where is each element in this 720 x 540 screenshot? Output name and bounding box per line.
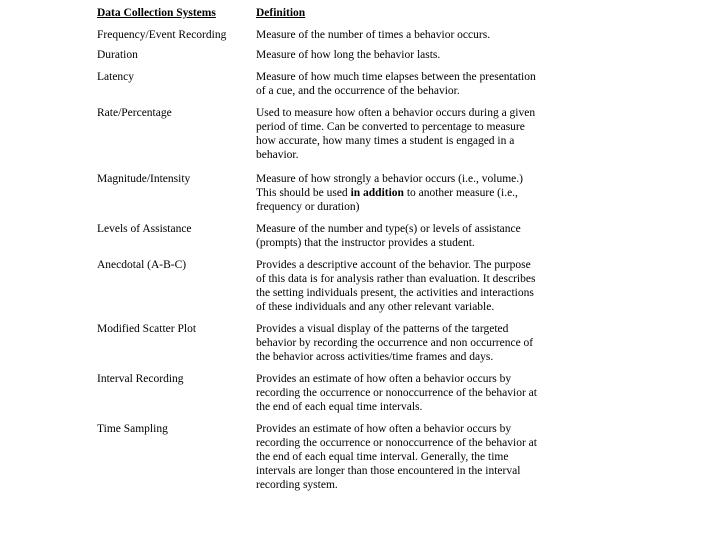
row-term: Duration	[97, 49, 138, 61]
row-term: Magnitude/Intensity	[97, 173, 191, 185]
row-definition: Provides a visual display of the patterns of the targeted behavior by recording the occurrence and non occurrence of the behavior across activities/time frames and days.	[256, 323, 534, 363]
row-definition: Measure of the number and type(s) or levels of assistance (prompts) that the instructor provides a student.	[256, 223, 521, 249]
row-definition: Measure of how much time elapses between the presentation of a cue, and the occurrence of the behavior.	[256, 71, 536, 97]
definition-text: to another measure (i.e., frequency or duration)	[256, 187, 518, 213]
row-definition: Provides an estimate of how often a behavior occurs by recording the occurrence or nonoccurrence of the behavior at the end of each equal time intervals.	[256, 373, 537, 413]
row-definition: Provides an estimate of how often a behavior occurs by recording the occurrence or nonoccurrence of the behavior at the end of each equal time interval. Generally, the time intervals are longer than those encountered in the interval recording system.	[256, 423, 537, 491]
definition-bold-text: in addition	[350, 187, 404, 199]
row-definition: Measure of how long the behavior lasts.	[256, 49, 441, 61]
row-definition: Measure of the number of times a behavior occurs.	[256, 29, 491, 41]
row-term: Frequency/Event Recording	[97, 29, 227, 41]
row-term: Rate/Percentage	[97, 107, 172, 119]
row-definition: Provides a descriptive account of the behavior. The purpose of this data is for analysis rather than evaluation. It describes the setting individuals present, the activities and interactions of these individuals and any other relevant variable.	[256, 259, 536, 313]
row-term: Time Sampling	[97, 423, 168, 435]
row-term: Interval Recording	[97, 373, 184, 385]
definition-text: Measure of how strongly a behavior occurs (i.e., volume.) This should be used	[256, 173, 523, 199]
row-definition: Used to measure how often a behavior occurs during a given period of time. Can be converted to percentage to measure how accurate, how many times a student is engaged in a behavior.	[256, 107, 536, 161]
row-term: Latency	[97, 71, 135, 83]
row-term: Levels of Assistance	[97, 223, 192, 235]
row-definition	[256, 172, 556, 214]
header-data-collection-systems: Data Collection Systems	[97, 7, 216, 19]
row-term: Anecdotal (A-B-C)	[97, 259, 187, 271]
row-term: Modified Scatter Plot	[97, 323, 197, 335]
header-definition: Definition	[256, 7, 306, 19]
